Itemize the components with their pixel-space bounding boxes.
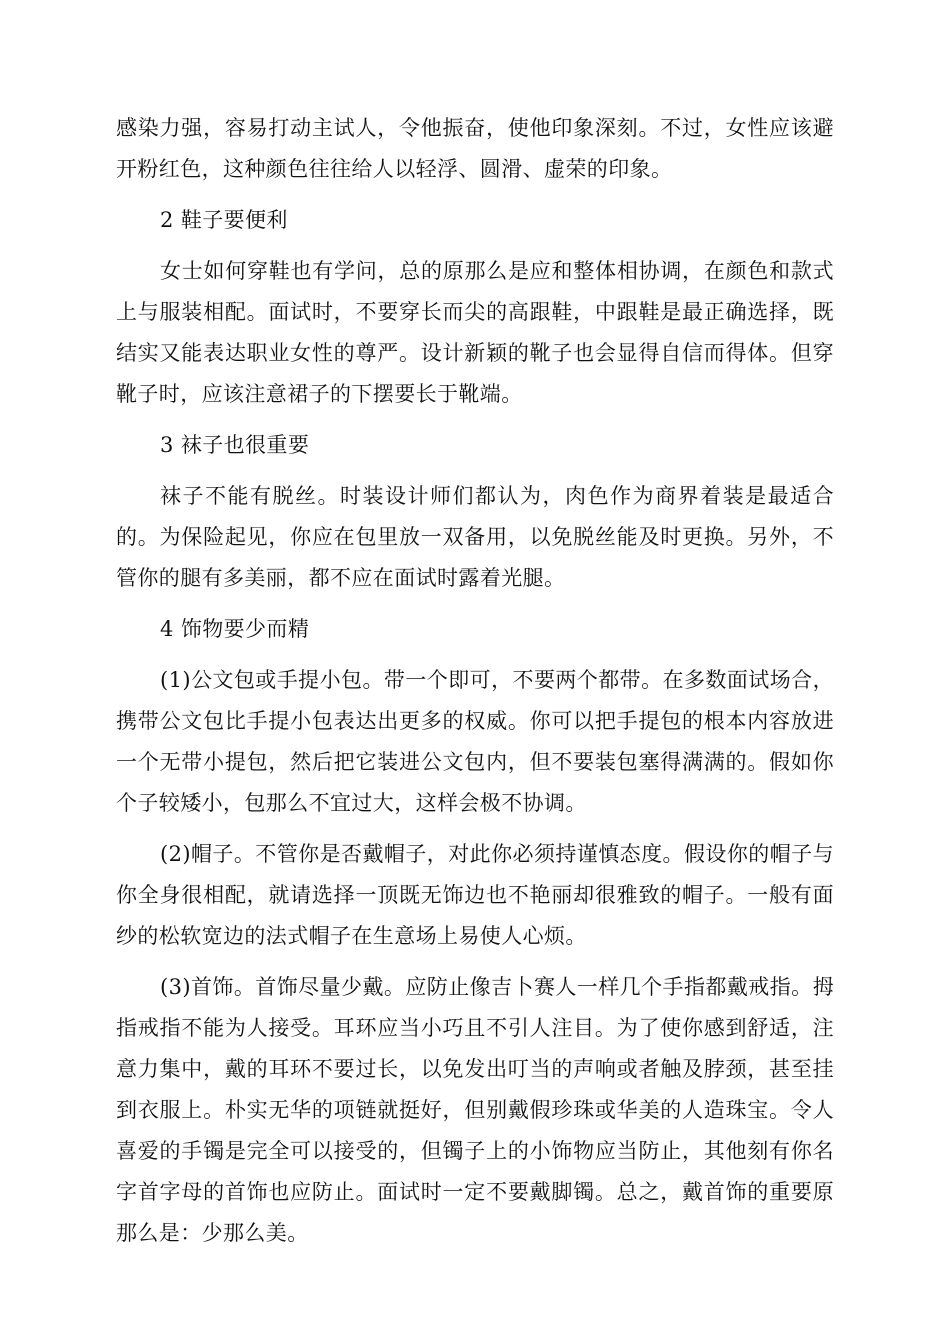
paragraph-spacer (116, 824, 834, 834)
paragraph-bags: (1)公文包或手提小包。带一个即可，不要两个都带。在多数面试场合，携带公文包比手提小包表达出更多的权威。你可以把手提包的根本内容放进一个无带小提包，然后把它装进公文包内，但不要装包塞得满满的。假如你个子较矮小，包那么不宜过大，这样会极不协调。 (116, 668, 834, 815)
paragraph-spacer (116, 241, 834, 251)
paragraph-spacer (116, 466, 834, 476)
paragraph-spacer (116, 599, 834, 609)
heading-socks: 3 袜子也很重要 (160, 433, 310, 457)
heading-accessories: 4 饰物要少而精 (160, 617, 310, 641)
heading-shoes: 2 鞋子要便利 (160, 208, 288, 232)
document-body (116, 108, 834, 1254)
paragraph-hats: (2)帽子。不管你是否戴帽子，对此你必须持谨慎态度。假设你的帽子与你全身很相配，就请选择一顶既无饰边也不艳丽却很雅致的帽子。一般有面纱的松软宽边的法式帽子在生意场上易使人心烦。 (116, 842, 834, 948)
paragraph-spacer (116, 650, 834, 660)
paragraph-color-advice: 感染力强，容易打动主试人，令他振奋，使他印象深刻。不过，女性应该避开粉红色，这种颜色往往给人以轻浮、圆滑、虚荣的印象。 (116, 116, 834, 181)
paragraph-jewelry: (3)首饰。首饰尽量少戴。应防止像吉卜赛人一样几个手指都戴戒指。拇指戒指不能为人接受。耳环应当小巧且不引人注目。为了使你感到舒适，注意力集中，戴的耳环不要过长，以免发出叮当的声响或者触及脖颈，甚至挂到衣服上。朴实无华的项链就挺好，但别戴假珍珠或华美的人造珠宝。令人喜爱的手镯是完全可以接受的，但镯子上的小饰物应当防止，其他刻有你名字首字母的首饰也应防止。面试时一定不要戴脚镯。总之，戴首饰的重要原那么是：少那么美。 (116, 975, 834, 1245)
paragraph-shoes: 女士如何穿鞋也有学问，总的原那么是应和整体相协调，在颜色和款式上与服装相配。面试时，不要穿长而尖的高跟鞋，中跟鞋是最正确选择，既结实又能表达职业女性的尊严。设计新颖的靴子也会显得自信而得体。但穿靴子时，应该注意裙子的下摆要长于靴端。 (116, 259, 834, 406)
paragraph-spacer (116, 190, 834, 200)
paragraph-spacer (116, 415, 834, 425)
paragraph-spacer (116, 957, 834, 967)
paragraph-socks: 袜子不能有脱丝。时装设计师们都认为，肉色作为商界着装是最适合的。为保险起见，你应在包里放一双备用，以免脱丝能及时更换。另外，不管你的腿有多美丽，都不应在面试时露着光腿。 (116, 484, 834, 590)
